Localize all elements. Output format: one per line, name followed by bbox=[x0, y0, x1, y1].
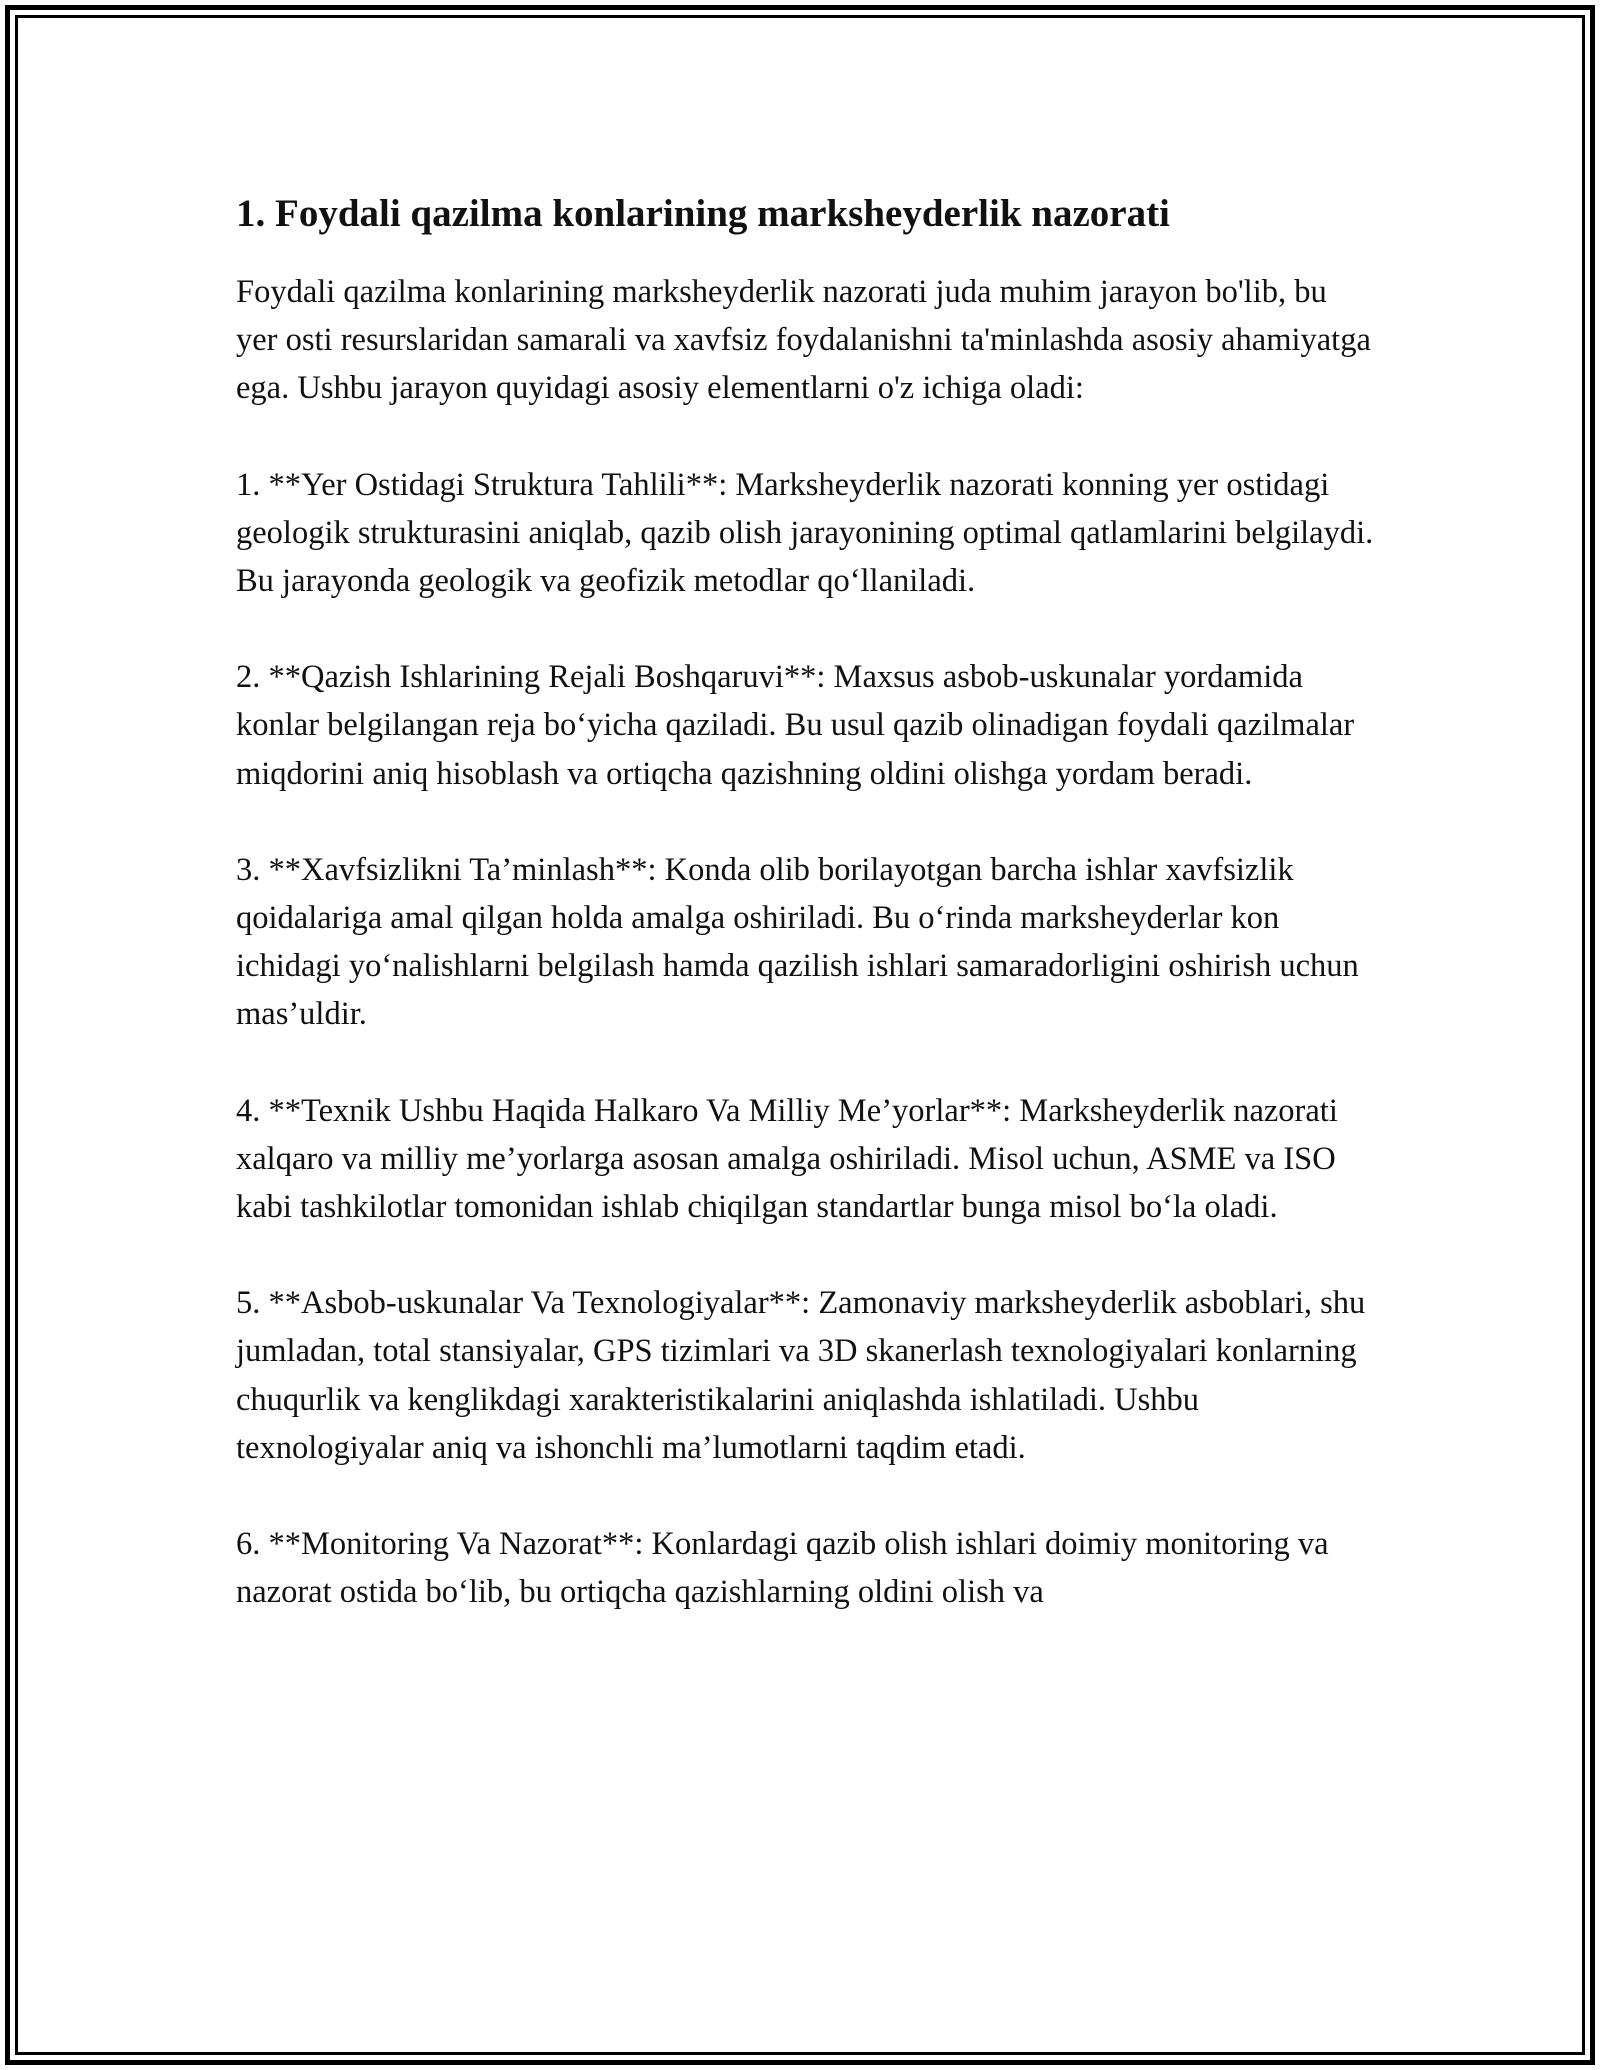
intro-paragraph: Foydali qazilma konlarining marksheyderlik nazorati juda muhim jarayon bo'lib, bu yer osti resurslaridan samarali va xavfsiz foydalanishni ta'minlashda asosiy ahamiyatga ega. Ushbu jarayon quyidagi asosiy elementlarni o'z ichiga oladi: bbox=[236, 274, 1371, 407]
list-item-monitoring: 6. **Monitoring Va Nazorat**: Konlardagi qazib olish ishlari doimiy monitoring va nazorat ostida bo‘lib, bu ortiqcha qazishlarning oldini olish va bbox=[236, 1526, 1329, 1611]
list-item-structure-analysis: 1. **Yer Ostidagi Struktura Tahlili**: Marksheyderlik nazorati konning yer ostidagi geologik strukturasini aniqlab, qazib olish jarayonining optimal qatlamlarini belgilaydi. Bu jarayonda geologik va geofizik metodlar qo‘llaniladi. bbox=[236, 466, 1374, 600]
document-body bbox=[236, 190, 1376, 1664]
list-item-planned-excavation: 2. **Qazish Ishlarining Rejali Boshqaruvi**: Maxsus asbob-uskunalar yordamida konlar belgilangan reja bo‘yicha qaziladi. Bu usul qazib olinadigan foydali qazilmalar miqdorini aniq hisoblash va ortiqcha qazishning oldini olishga yordam beradi. bbox=[236, 659, 1355, 792]
list-item-standards: 4. **Texnik Ushbu Haqida Halkaro Va Milliy Me’yorlar**: Marksheyderlik nazorati xalqaro va milliy me’yorlarga asosan amalga oshiriladi. Misol uchun, ASME va ISO kabi tashkilotlar tomonidan ishlab chiqilgan standartlar bunga misol bo‘la oladi. bbox=[236, 1092, 1338, 1226]
list-item-equipment: 5. **Asbob-uskunalar Va Texnologiyalar**: Zamonaviy marksheyderlik asboblari, shu jumladan, total stansiyalar, GPS tizimlari va 3D skanerlash texnologiyalari konlarning chuqurlik va kenglikdagi xarakteristikalarini aniqlashda ishlatiladi. Ushbu texnologiyalar aniq va ishonchli ma’lumotlarni taqdim etadi. bbox=[236, 1285, 1366, 1466]
page-title: 1. Foydali qazilma konlarining marksheyderlik nazorati bbox=[236, 192, 1170, 235]
list-item-safety: 3. **Xavfsizlikni Ta’minlash**: Konda olib borilayotgan barcha ishlar xavfsizlik qoidalariga amal qilgan holda amalga oshiriladi. Bu o‘rinda marksheyderlar kon ichidagi yo‘nalishlarni belgilash hamda qazilish ishlari samaradorligini oshirish uchun mas’uldir. bbox=[236, 851, 1359, 1033]
